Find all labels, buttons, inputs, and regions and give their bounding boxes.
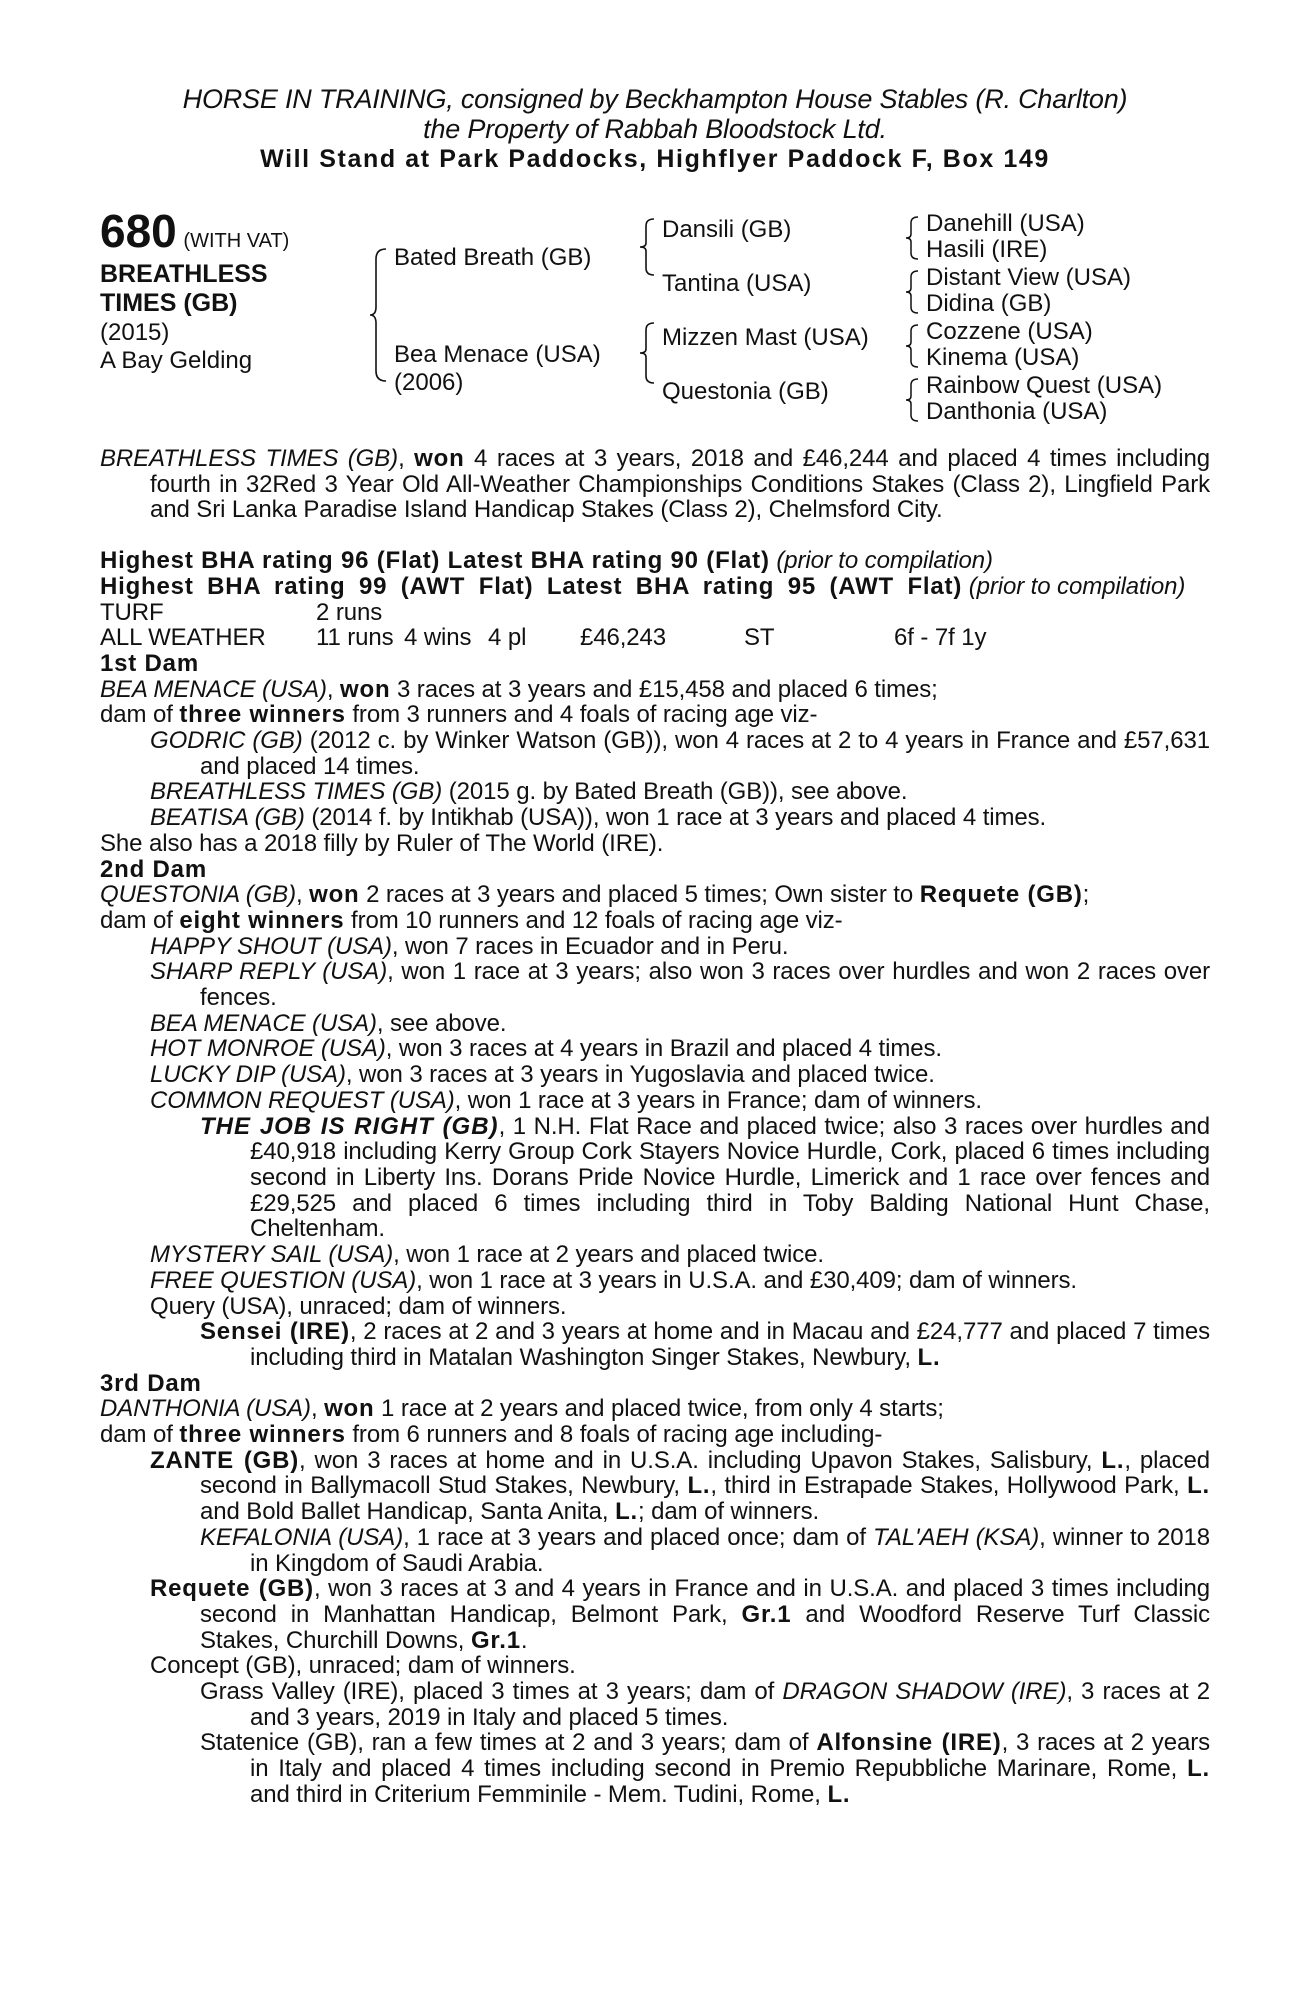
produce-mystery-sail: MYSTERY SAIL (USA), won 1 race at 2 years and placed twice. [150,1241,824,1269]
produce-grass-valley: Grass Valley (IRE), placed 3 times at 3 years; dam of DRAGON SHADOW (IRE), 3 races at 2 and 3 years, 2019 in Italy and placed 5 times. [200,1678,1210,1731]
bracket-gen3-b [904,268,922,316]
catalogue-body [100,446,1210,1808]
produce-concept: Concept (GB), unraced; dam of winners. [150,1652,576,1680]
ped-sdd: Didina (GB) [926,290,1052,317]
horse-summary: BREATHLESS TIMES (GB), won 4 races at 3 years, 2018 and £46,244 and placed 4 times including fourth in 32Red 3 Year Old All-Weather Championships Conditions Stakes (Class 2), Lingfield Park and Sri Lanka Paradise Island Handicap Stakes (Class 2), Chelmsford City. [100,445,1211,524]
ped-dss: Cozzene (USA) [926,318,1093,345]
produce-bea-menace: BEA MENACE (USA), see above. [150,1009,507,1037]
produce-query: Query (USA), unraced; dam of winners. [150,1292,567,1320]
consignor-line: HORSE IN TRAINING, consigned by Beckhampton House Stables (R. Charlton) [182,84,1128,114]
produce-beatisa: BEATISA (GB) (2014 f. by Intikhab (USA)), won 1 race at 3 years and placed 4 times. [150,804,1047,832]
lot-number: 680 [100,205,177,257]
rating-line-2: Highest BHA rating 99 (AWT Flat) Latest BHA rating 95 (AWT Flat) (prior to compilation) [100,572,1186,600]
dam-line-bracket [638,320,658,386]
produce-free-question: FREE QUESTION (USA), won 1 race at 3 years in U.S.A. and £30,409; dam of winners. [150,1266,1077,1294]
sire-sire: Dansili (GB) [662,216,792,243]
first-dam-heading: 1st Dam [100,649,199,677]
third-dam-heading: 3rd Dam [100,1369,202,1397]
produce-lucky-dip: LUCKY DIP (USA), won 3 races at 3 years in Yugoslavia and placed twice. [150,1061,935,1089]
produce-the-job-is-right: THE JOB IS RIGHT (GB), 1 N.H. Flat Race and placed twice; also 3 races over hurdles and £40,918 including Kerry Group Cork Stayers Novice Hurdle, Cork, placed 6 times including second in Liberty Ins. Dorans Pride Novice Hurdle, Limerick and 1 race over fences and £29,525 and placed 6 times including third in Toby Balding National Hunt Chase, Cheltenham. [200,1112,1210,1243]
produce-zante: ZANTE (GB), won 3 races at home and in U.S.A. including Upavon Stakes, Salisbury, L., placed second in Ballymacoll Stud Stakes, Newbury, L., third in Estrapade Stakes, Hollywood Park, L. and Bold Ballet Handicap, Santa Anita, L.; dam of winners. [150,1446,1210,1526]
record-all-weather: ALL WEATHER 11 runs 4 wins 4 pl £46,243 ST 6f - 7f 1y [100,624,987,652]
bracket-gen3-a [904,214,922,262]
third-dam-record: DANTHONIA (USA), won 1 race at 2 years and placed twice, from only 4 starts; [100,1395,944,1423]
ped-ssd: Hasili (IRE) [926,236,1048,263]
horse-name-2: TIMES (GB) [100,289,238,317]
location-line: Will Stand at Park Paddocks, Highflyer Paddock F, Box 149 [260,145,1050,173]
lot-number-line [100,204,289,258]
ped-sds: Distant View (USA) [926,264,1131,291]
produce-kefalonia: KEFALONIA (USA), 1 race at 3 years and placed once; dam of TAL'AEH (KSA), winner to 2018 in Kingdom of Saudi Arabia. [200,1523,1210,1577]
pedigree-block [100,205,1210,430]
third-dam-produce: dam of three winners from 6 runners and 8 foals of racing age including- [100,1421,883,1449]
dam-sire: Mizzen Mast (USA) [662,324,869,351]
vat-note: (WITH VAT) [183,230,290,252]
bracket-gen3-c [904,322,922,370]
produce-godric: GODRIC (GB) (2012 c. by Winker Watson (GB)), won 4 races at 2 to 4 years in France and £57,631 and placed 14 times. [150,727,1210,780]
foaling-year: (2015) [100,319,170,346]
ped-sss: Danehill (USA) [926,210,1085,237]
second-dam-produce: dam of eight winners from 10 runners and 12 foals of racing age viz- [100,906,843,934]
produce-statenice: Statenice (GB), ran a few times at 2 and 3 years; dam of Alfonsine (IRE), 3 races at 2 years in Italy and placed 4 times including second in Premio Repubbliche Marinare, Rome, L. and third in Criterium Femminile - Mem. Tudini, Rome, L. [200,1729,1210,1808]
dam-dam: Questonia (GB) [662,378,829,405]
produce-happy-shout: HAPPY SHOUT (USA), won 7 races in Ecuador and in Peru. [150,932,789,960]
first-dam-record: BEA MENACE (USA), won 3 races at 3 years and £15,458 and placed 6 times; [100,675,938,703]
second-dam-record: QUESTONIA (GB), won 2 races at 3 years and placed 5 times; Own sister to Requete (GB); [100,881,1090,909]
dam-year: (2006) [394,369,464,396]
produce-sharp-reply: SHARP REPLY (USA), won 1 race at 3 years; also won 3 races over hurdles and won 2 races over fences. [150,958,1210,1012]
sire-dam: Tantina (USA) [662,270,812,297]
produce-sensei: Sensei (IRE), 2 races at 2 and 3 years at home and in Macau and £24,777 and placed 7 times including third in Matalan Washington Singer Stakes, Newbury, L. [200,1318,1210,1371]
owner-line: the Property of Rabbah Bloodstock Ltd. [423,114,887,144]
record-turf: TURF 2 runs [100,598,383,626]
ped-ddd: Danthonia (USA) [926,398,1108,425]
produce-hot-monroe: HOT MONROE (USA), won 3 races at 4 years in Brazil and placed 4 times. [150,1035,942,1063]
sire: Bated Breath (GB) [394,244,592,271]
ped-dds: Rainbow Quest (USA) [926,372,1163,399]
produce-requete: Requete (GB), won 3 races at 3 and 4 years in France and in U.S.A. and placed 3 times including second in Manhattan Handicap, Belmont Park, Gr.1 and Woodford Reserve Turf Classic Stakes, Churchill Downs, Gr.1. [150,1575,1210,1654]
catalogue-page [100,84,1210,1808]
sire-dam-bracket [368,245,392,385]
horse-description: A Bay Gelding [100,347,253,374]
bracket-gen3-d [904,376,922,424]
second-dam-heading: 2nd Dam [100,855,207,883]
sire-line-bracket [638,216,658,278]
first-dam-produce: dam of three winners from 3 runners and 4 foals of racing age viz- [100,701,818,729]
produce-breathless-times: BREATHLESS TIMES (GB) (2015 g. by Bated Breath (GB)), see above. [150,778,908,806]
ped-dsd: Kinema (USA) [926,344,1080,371]
dam: Bea Menace (USA) [394,341,601,368]
rating-line-1: Highest BHA rating 96 (Flat) Latest BHA rating 90 (Flat) (prior to compilation) [100,547,993,575]
produce-note: She also has a 2018 filly by Ruler of The World (IRE). [100,829,664,857]
horse-name-1: BREATHLESS [100,260,268,288]
produce-common-request: COMMON REQUEST (USA), won 1 race at 3 years in France; dam of winners. [150,1086,982,1114]
